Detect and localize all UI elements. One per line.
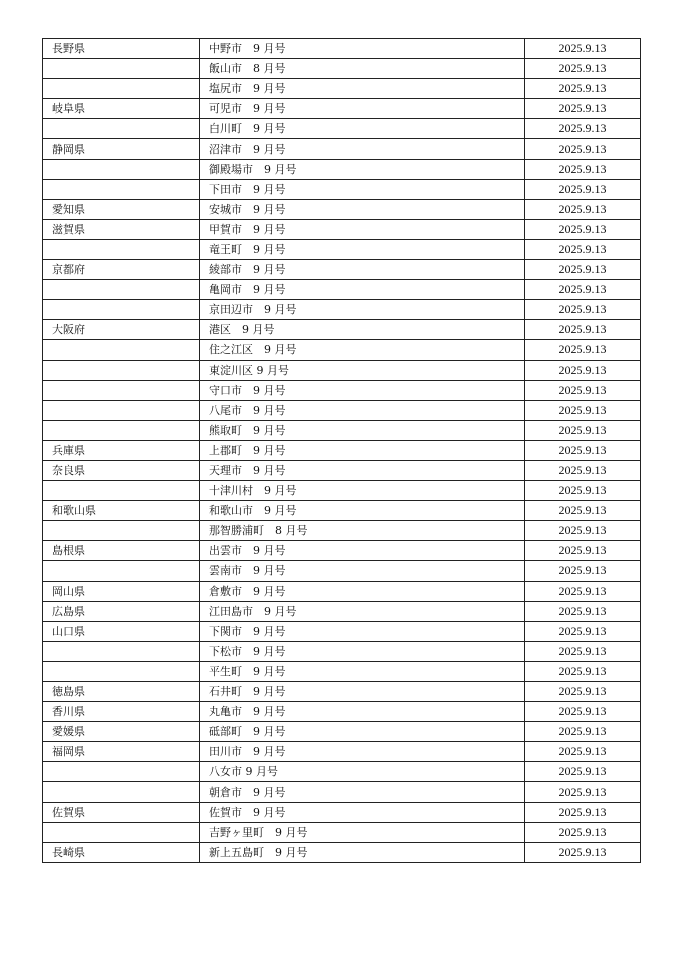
table-row [43, 440, 641, 460]
date-cell: 2025.9.13 [525, 320, 641, 340]
table-row [43, 641, 641, 661]
table-row [43, 400, 641, 420]
table-row [43, 742, 641, 762]
municipality-cell: 八尾市 9 月号 [200, 400, 525, 420]
table-row [43, 340, 641, 360]
date-cell: 2025.9.13 [525, 460, 641, 480]
municipality-cell: 上郡町 9 月号 [200, 440, 525, 460]
prefecture-cell: 長崎県 [43, 842, 200, 862]
municipality-cell: 中野市 9 月号 [200, 39, 525, 59]
date-cell: 2025.9.13 [525, 842, 641, 862]
date-cell: 2025.9.13 [525, 682, 641, 702]
date-cell: 2025.9.13 [525, 239, 641, 259]
prefecture-cell: 静岡県 [43, 139, 200, 159]
municipality-cell: 田川市 9 月号 [200, 742, 525, 762]
municipality-cell: 白川町 9 月号 [200, 119, 525, 139]
date-cell: 2025.9.13 [525, 340, 641, 360]
table-row [43, 360, 641, 380]
date-cell: 2025.9.13 [525, 300, 641, 320]
date-cell: 2025.9.13 [525, 742, 641, 762]
municipality-cell: 和歌山市 9 月号 [200, 501, 525, 521]
prefecture-cell [43, 782, 200, 802]
prefecture-cell [43, 280, 200, 300]
prefecture-cell: 岐阜県 [43, 99, 200, 119]
municipality-cell: 平生町 9 月号 [200, 661, 525, 681]
date-cell: 2025.9.13 [525, 119, 641, 139]
prefecture-cell: 長野県 [43, 39, 200, 59]
table-row [43, 139, 641, 159]
prefecture-cell [43, 340, 200, 360]
prefecture-cell: 島根県 [43, 541, 200, 561]
date-cell: 2025.9.13 [525, 280, 641, 300]
prefecture-cell [43, 561, 200, 581]
prefecture-cell [43, 641, 200, 661]
table-row [43, 661, 641, 681]
table-row [43, 59, 641, 79]
table-row [43, 320, 641, 340]
municipality-cell: 住之江区 9 月号 [200, 340, 525, 360]
table-row [43, 179, 641, 199]
table-row [43, 79, 641, 99]
table-row [43, 782, 641, 802]
date-cell: 2025.9.13 [525, 59, 641, 79]
table-body [43, 39, 641, 863]
prefecture-cell [43, 300, 200, 320]
prefecture-cell: 岡山県 [43, 581, 200, 601]
table-row [43, 159, 641, 179]
date-cell: 2025.9.13 [525, 561, 641, 581]
prefecture-cell [43, 762, 200, 782]
table-row [43, 239, 641, 259]
municipality-cell: 亀岡市 9 月号 [200, 280, 525, 300]
date-cell: 2025.9.13 [525, 159, 641, 179]
table-row [43, 501, 641, 521]
date-cell: 2025.9.13 [525, 139, 641, 159]
date-cell: 2025.9.13 [525, 762, 641, 782]
municipality-cell: 丸亀市 9 月号 [200, 702, 525, 722]
municipality-cell: 安城市 9 月号 [200, 199, 525, 219]
prefecture-cell [43, 420, 200, 440]
date-cell: 2025.9.13 [525, 702, 641, 722]
prefecture-cell [43, 119, 200, 139]
municipality-cell: 雲南市 9 月号 [200, 561, 525, 581]
prefecture-cell: 佐賀県 [43, 802, 200, 822]
municipality-cell: 飯山市 8 月号 [200, 59, 525, 79]
table-row [43, 300, 641, 320]
table-row [43, 581, 641, 601]
prefecture-cell [43, 79, 200, 99]
publication-table [42, 38, 641, 863]
prefecture-cell [43, 360, 200, 380]
date-cell: 2025.9.13 [525, 822, 641, 842]
date-cell: 2025.9.13 [525, 260, 641, 280]
table-row [43, 682, 641, 702]
date-cell: 2025.9.13 [525, 581, 641, 601]
table-row [43, 802, 641, 822]
table-row [43, 99, 641, 119]
municipality-cell: 東淀川区 9 月号 [200, 360, 525, 380]
table-row [43, 842, 641, 862]
date-cell: 2025.9.13 [525, 420, 641, 440]
date-cell: 2025.9.13 [525, 782, 641, 802]
municipality-cell: 可児市 9 月号 [200, 99, 525, 119]
date-cell: 2025.9.13 [525, 39, 641, 59]
date-cell: 2025.9.13 [525, 661, 641, 681]
table-row [43, 460, 641, 480]
prefecture-cell [43, 521, 200, 541]
prefecture-cell [43, 380, 200, 400]
municipality-cell: 沼津市 9 月号 [200, 139, 525, 159]
municipality-cell: 天理市 9 月号 [200, 460, 525, 480]
municipality-cell: 熊取町 9 月号 [200, 420, 525, 440]
prefecture-cell [43, 661, 200, 681]
prefecture-cell: 徳島県 [43, 682, 200, 702]
municipality-cell: 出雲市 9 月号 [200, 541, 525, 561]
prefecture-cell [43, 481, 200, 501]
prefecture-cell [43, 179, 200, 199]
municipality-cell: 江田島市 9 月号 [200, 601, 525, 621]
prefecture-cell: 愛媛県 [43, 722, 200, 742]
date-cell: 2025.9.13 [525, 400, 641, 420]
date-cell: 2025.9.13 [525, 601, 641, 621]
municipality-cell: 下田市 9 月号 [200, 179, 525, 199]
date-cell: 2025.9.13 [525, 440, 641, 460]
prefecture-cell: 香川県 [43, 702, 200, 722]
prefecture-cell [43, 239, 200, 259]
municipality-cell: 塩尻市 9 月号 [200, 79, 525, 99]
prefecture-cell: 京都府 [43, 260, 200, 280]
date-cell: 2025.9.13 [525, 521, 641, 541]
table-row [43, 39, 641, 59]
date-cell: 2025.9.13 [525, 501, 641, 521]
prefecture-cell: 山口県 [43, 621, 200, 641]
date-cell: 2025.9.13 [525, 79, 641, 99]
prefecture-cell: 和歌山県 [43, 501, 200, 521]
table-row [43, 481, 641, 501]
table-row [43, 521, 641, 541]
table-row [43, 702, 641, 722]
table-row [43, 380, 641, 400]
prefecture-cell [43, 400, 200, 420]
municipality-cell: 竜王町 9 月号 [200, 239, 525, 259]
prefecture-cell: 奈良県 [43, 460, 200, 480]
municipality-cell: 港区 9 月号 [200, 320, 525, 340]
table-row [43, 119, 641, 139]
prefecture-cell: 滋賀県 [43, 219, 200, 239]
prefecture-cell: 兵庫県 [43, 440, 200, 460]
date-cell: 2025.9.13 [525, 802, 641, 822]
prefecture-cell [43, 59, 200, 79]
table-row [43, 541, 641, 561]
prefecture-cell [43, 822, 200, 842]
date-cell: 2025.9.13 [525, 360, 641, 380]
table-row [43, 822, 641, 842]
date-cell: 2025.9.13 [525, 99, 641, 119]
table-row [43, 199, 641, 219]
municipality-cell: 綾部市 9 月号 [200, 260, 525, 280]
municipality-cell: 吉野ヶ里町 9 月号 [200, 822, 525, 842]
date-cell: 2025.9.13 [525, 641, 641, 661]
table-row [43, 219, 641, 239]
municipality-cell: 朝倉市 9 月号 [200, 782, 525, 802]
municipality-cell: 佐賀市 9 月号 [200, 802, 525, 822]
prefecture-cell: 福岡県 [43, 742, 200, 762]
municipality-cell: 下関市 9 月号 [200, 621, 525, 641]
municipality-cell: 京田辺市 9 月号 [200, 300, 525, 320]
date-cell: 2025.9.13 [525, 722, 641, 742]
municipality-cell: 御殿場市 9 月号 [200, 159, 525, 179]
date-cell: 2025.9.13 [525, 199, 641, 219]
municipality-cell: 石井町 9 月号 [200, 682, 525, 702]
municipality-cell: 砥部町 9 月号 [200, 722, 525, 742]
municipality-cell: 十津川村 9 月号 [200, 481, 525, 501]
prefecture-cell: 大阪府 [43, 320, 200, 340]
date-cell: 2025.9.13 [525, 621, 641, 641]
prefecture-cell: 広島県 [43, 601, 200, 621]
prefecture-cell: 愛知県 [43, 199, 200, 219]
prefecture-cell [43, 159, 200, 179]
date-cell: 2025.9.13 [525, 481, 641, 501]
table-row [43, 260, 641, 280]
date-cell: 2025.9.13 [525, 541, 641, 561]
municipality-cell: 那智勝浦町 8 月号 [200, 521, 525, 541]
municipality-cell: 新上五島町 9 月号 [200, 842, 525, 862]
municipality-cell: 八女市 9 月号 [200, 762, 525, 782]
date-cell: 2025.9.13 [525, 219, 641, 239]
municipality-cell: 下松市 9 月号 [200, 641, 525, 661]
municipality-cell: 倉敷市 9 月号 [200, 581, 525, 601]
municipality-cell: 守口市 9 月号 [200, 380, 525, 400]
table-row [43, 420, 641, 440]
date-cell: 2025.9.13 [525, 179, 641, 199]
table-row [43, 621, 641, 641]
municipality-cell: 甲賀市 9 月号 [200, 219, 525, 239]
table-row [43, 722, 641, 742]
date-cell: 2025.9.13 [525, 380, 641, 400]
table-row [43, 762, 641, 782]
table-row [43, 601, 641, 621]
table-row [43, 280, 641, 300]
table-row [43, 561, 641, 581]
